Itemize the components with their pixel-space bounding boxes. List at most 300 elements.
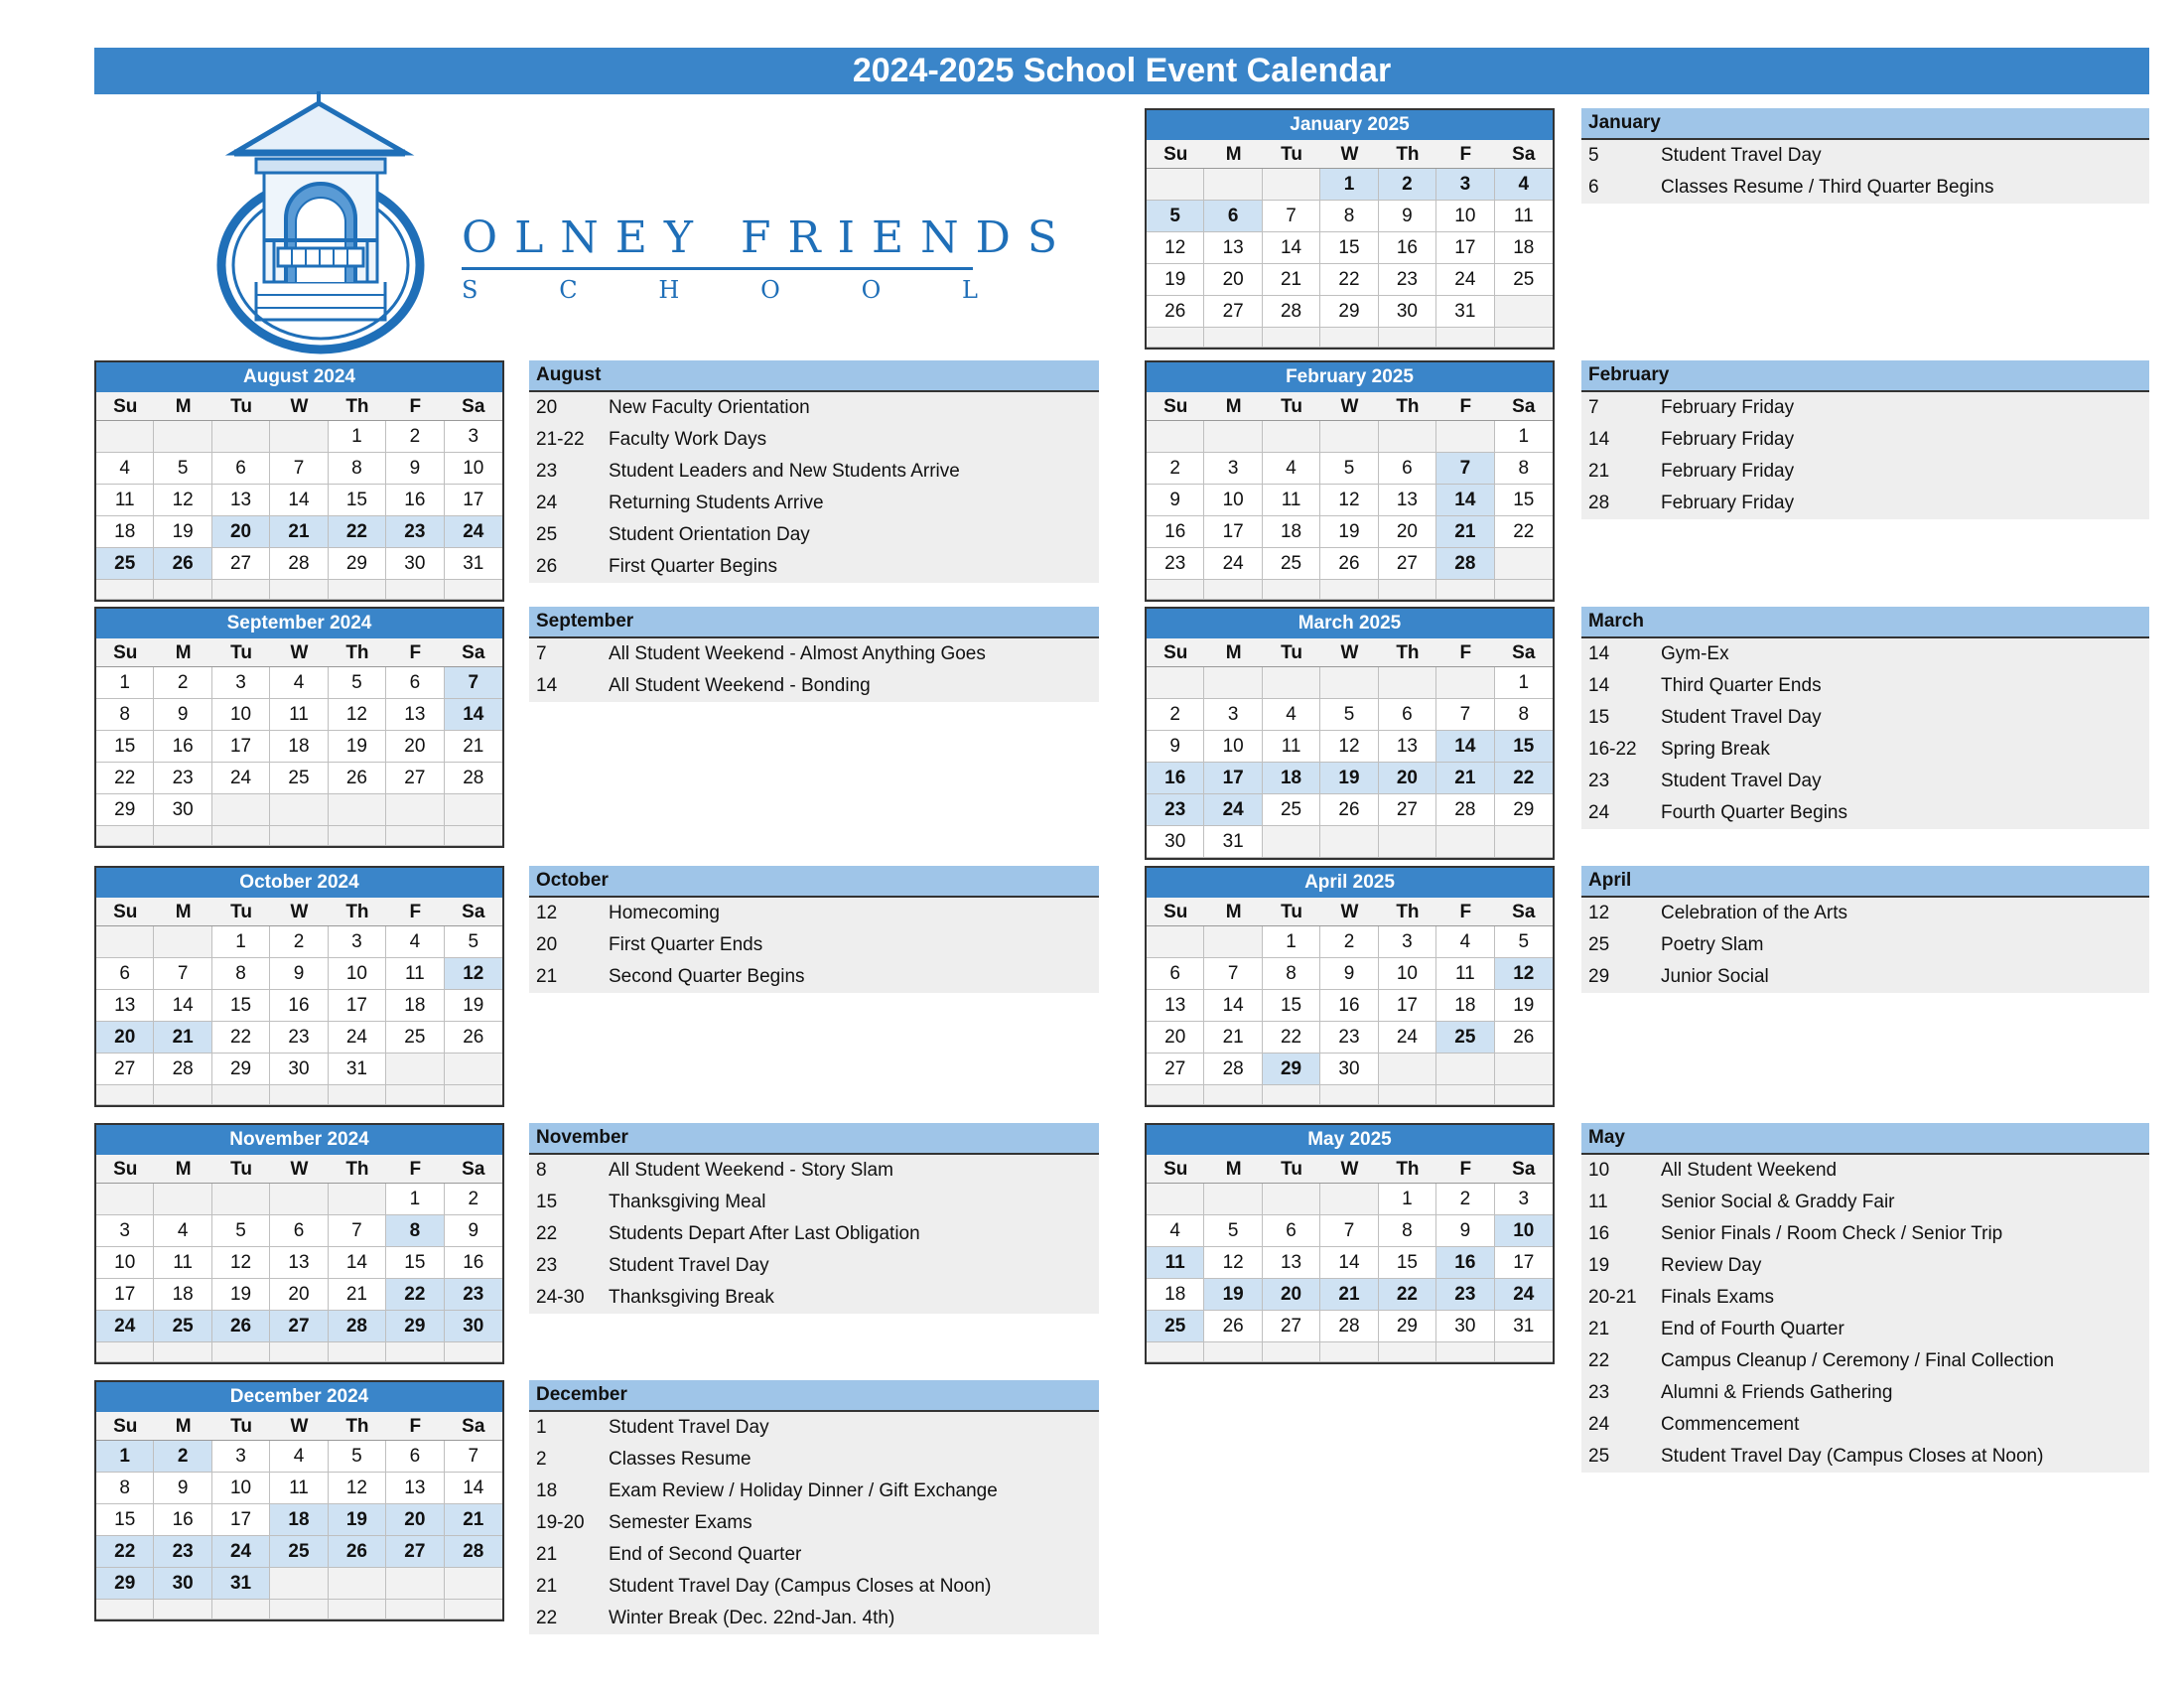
event-row xyxy=(1581,140,2149,172)
school-name-line2 xyxy=(462,276,978,304)
day-header: W xyxy=(1340,642,1359,663)
event-name: Faculty Work Days xyxy=(609,429,767,450)
calendar-day: 18 xyxy=(270,731,328,763)
calendar-day-headers xyxy=(1147,638,1553,667)
calendar-day: 7 xyxy=(445,667,502,699)
calendar-day: 9 xyxy=(270,958,328,990)
calendar-day: 5 xyxy=(154,453,211,485)
day-header: W xyxy=(290,396,309,417)
events-feb xyxy=(1581,360,2149,519)
calendar-day-empty xyxy=(96,826,154,846)
calendar-week xyxy=(1147,1054,1553,1085)
day-header: Th xyxy=(345,642,369,663)
calendar-day: 25 xyxy=(96,548,154,580)
calendar-day: 31 xyxy=(1495,1311,1553,1342)
event-row xyxy=(1581,172,2149,204)
event-name: Campus Cleanup / Ceremony / Final Collection xyxy=(1661,1350,2055,1371)
calendar-week xyxy=(96,667,502,699)
calendar-day-empty xyxy=(1320,580,1378,600)
calendar-day: 12 xyxy=(329,699,386,731)
calendar-day: 24 xyxy=(445,516,502,548)
calendar-day: 4 xyxy=(96,453,154,485)
calendar-week xyxy=(96,1311,502,1342)
calendar-day-headers xyxy=(1147,140,1553,169)
calendar-day: 10 xyxy=(445,453,502,485)
calendar-day-empty xyxy=(1263,328,1320,348)
calendar-day-empty xyxy=(329,1342,386,1362)
calendar-apr-2025 xyxy=(1145,866,1555,1107)
calendar-day: 7 xyxy=(1320,1215,1378,1247)
event-date: 22 xyxy=(536,1608,558,1628)
calendar-day xyxy=(1379,421,1436,453)
calendar-day: 6 xyxy=(1379,699,1436,731)
calendar-day: 7 xyxy=(445,1441,502,1473)
calendar-day: 5 xyxy=(329,667,386,699)
calendar-day: 28 xyxy=(1263,296,1320,328)
calendar-day: 21 xyxy=(154,1022,211,1054)
event-date: 21 xyxy=(536,966,558,987)
event-name: Semester Exams xyxy=(609,1512,752,1533)
calendar-day: 22 xyxy=(96,1536,154,1568)
calendar-day: 7 xyxy=(1436,453,1494,485)
calendar-day: 25 xyxy=(1495,264,1553,296)
calendar-day: 20 xyxy=(386,1504,444,1536)
event-name: New Faculty Orientation xyxy=(609,397,810,418)
calendar-day-empty xyxy=(1436,328,1494,348)
day-header: Tu xyxy=(230,902,252,922)
calendar-day: 6 xyxy=(96,958,154,990)
calendar-day: 16 xyxy=(1436,1247,1494,1279)
day-header: W xyxy=(1340,144,1359,165)
calendar-day: 1 xyxy=(212,926,270,958)
school-logo-icon xyxy=(216,91,435,354)
calendar-day: 19 xyxy=(329,731,386,763)
event-row xyxy=(529,1250,1099,1282)
calendar-day xyxy=(1379,826,1436,858)
calendar-day: 30 xyxy=(154,794,211,826)
event-row xyxy=(1581,1187,2149,1218)
event-list-title: August xyxy=(529,360,1099,392)
event-row xyxy=(529,1412,1099,1444)
day-header: M xyxy=(1225,144,1242,165)
calendar-day: 13 xyxy=(386,1473,444,1504)
calendar-week xyxy=(96,1279,502,1311)
event-row xyxy=(1581,1250,2149,1282)
calendar-day: 4 xyxy=(154,1215,211,1247)
calendar-day: 23 xyxy=(1379,264,1436,296)
event-name: Classes Resume xyxy=(609,1449,751,1470)
day-header: W xyxy=(290,642,309,663)
event-row xyxy=(1581,638,2149,670)
day-header: Tu xyxy=(1281,902,1302,922)
calendar-day: 19 xyxy=(1495,990,1553,1022)
event-name: All Student Weekend - Bonding xyxy=(609,675,871,696)
calendar-day: 27 xyxy=(212,548,270,580)
calendar-filler-row xyxy=(1147,1085,1553,1105)
calendar-day: 13 xyxy=(1263,1247,1320,1279)
calendar-week xyxy=(96,1568,502,1600)
event-row xyxy=(529,898,1099,929)
calendar-day: 11 xyxy=(1263,485,1320,516)
event-row xyxy=(529,670,1099,702)
day-header: Tu xyxy=(230,1416,252,1437)
calendar-day: 24 xyxy=(1379,1022,1436,1054)
calendar-day: 26 xyxy=(212,1311,270,1342)
calendar-day: 29 xyxy=(1320,296,1378,328)
event-name: All Student Weekend xyxy=(1661,1160,1838,1181)
day-header: W xyxy=(1340,902,1359,922)
calendar-day: 17 xyxy=(329,990,386,1022)
calendar-day: 17 xyxy=(1204,763,1262,794)
calendar-day: 17 xyxy=(1495,1247,1553,1279)
calendar-day: 5 xyxy=(212,1215,270,1247)
calendar-day: 4 xyxy=(1436,926,1494,958)
events-sep xyxy=(529,607,1099,702)
calendar-day xyxy=(1436,1054,1494,1085)
calendar-day: 19 xyxy=(1204,1279,1262,1311)
calendar-day: 6 xyxy=(1379,453,1436,485)
event-name: Gym-Ex xyxy=(1661,643,1729,664)
calendar-day: 4 xyxy=(1263,453,1320,485)
calendar-day: 10 xyxy=(1436,201,1494,232)
calendar-day-empty xyxy=(1436,580,1494,600)
calendar-week xyxy=(1147,1279,1553,1311)
event-list-title: October xyxy=(529,866,1099,898)
calendar-day: 26 xyxy=(1147,296,1204,328)
day-header: Th xyxy=(345,902,369,922)
day-header: Th xyxy=(1396,396,1420,417)
calendar-filler-row xyxy=(1147,1342,1553,1362)
calendar-day: 14 xyxy=(1436,485,1494,516)
event-date: 1 xyxy=(536,1417,547,1438)
calendar-day: 16 xyxy=(154,1504,211,1536)
day-header: W xyxy=(290,902,309,922)
calendar-day-empty xyxy=(1320,328,1378,348)
calendar-week xyxy=(1147,1215,1553,1247)
calendar-day: 5 xyxy=(329,1441,386,1473)
calendar-day: 9 xyxy=(1379,201,1436,232)
event-list-title: November xyxy=(529,1123,1099,1155)
calendar-day xyxy=(1147,667,1204,699)
event-date: 21-22 xyxy=(536,429,585,450)
calendar-title: September 2024 xyxy=(96,609,502,638)
calendar-day: 30 xyxy=(445,1311,502,1342)
calendar-day: 15 xyxy=(1320,232,1378,264)
calendar-day: 12 xyxy=(329,1473,386,1504)
calendar-day-empty xyxy=(270,1342,328,1362)
event-name: Commencement xyxy=(1661,1414,1800,1435)
calendar-day: 18 xyxy=(1263,763,1320,794)
event-date: 23 xyxy=(1588,771,1610,791)
calendar-week xyxy=(96,763,502,794)
calendar-day: 10 xyxy=(1204,485,1262,516)
calendar-day xyxy=(1495,548,1553,580)
event-row xyxy=(1581,766,2149,797)
calendar-day: 28 xyxy=(445,763,502,794)
event-row xyxy=(1581,392,2149,424)
calendar-day: 10 xyxy=(212,699,270,731)
event-date: 14 xyxy=(1588,675,1610,696)
calendar-title: February 2025 xyxy=(1147,362,1553,392)
event-date: 24 xyxy=(1588,1414,1610,1435)
calendar-day: 15 xyxy=(329,485,386,516)
event-date: 23 xyxy=(1588,1382,1610,1403)
calendar-day: 3 xyxy=(96,1215,154,1247)
calendar-day: 5 xyxy=(1320,699,1378,731)
calendar-week xyxy=(1147,264,1553,296)
calendar-day: 9 xyxy=(154,699,211,731)
event-date: 25 xyxy=(536,524,558,545)
calendar-day: 22 xyxy=(329,516,386,548)
calendar-day: 4 xyxy=(1495,169,1553,201)
calendar-week xyxy=(96,1022,502,1054)
event-name: Review Day xyxy=(1661,1255,1762,1276)
event-name: Second Quarter Begins xyxy=(609,966,805,987)
event-date: 14 xyxy=(1588,643,1610,664)
calendar-day: 6 xyxy=(1147,958,1204,990)
calendar-title: May 2025 xyxy=(1147,1125,1553,1155)
calendar-day: 2 xyxy=(154,667,211,699)
calendar-week xyxy=(1147,421,1553,453)
calendar-day: 5 xyxy=(1204,1215,1262,1247)
event-row xyxy=(1581,1155,2149,1187)
day-header: F xyxy=(1459,642,1472,663)
calendar-day: 8 xyxy=(386,1215,444,1247)
calendar-week xyxy=(96,453,502,485)
events-nov xyxy=(529,1123,1099,1314)
calendar-day: 14 xyxy=(270,485,328,516)
calendar-day: 28 xyxy=(270,548,328,580)
calendar-day: 16 xyxy=(1147,516,1204,548)
calendar-day: 13 xyxy=(212,485,270,516)
calendar-day: 27 xyxy=(96,1054,154,1085)
calendar-day-empty xyxy=(1147,328,1204,348)
calendar-week xyxy=(96,1473,502,1504)
day-header: Sa xyxy=(462,1416,485,1437)
event-row xyxy=(1581,734,2149,766)
event-name: Student Travel Day xyxy=(609,1255,769,1276)
calendar-day: 26 xyxy=(445,1022,502,1054)
calendar-day: 9 xyxy=(386,453,444,485)
calendar-day xyxy=(329,794,386,826)
calendar-day-empty xyxy=(445,1342,502,1362)
day-header: Sa xyxy=(462,902,485,922)
school-letter: C xyxy=(559,276,578,304)
calendar-day: 12 xyxy=(1320,485,1378,516)
calendar-day: 27 xyxy=(386,763,444,794)
event-date: 25 xyxy=(1588,934,1610,955)
calendar-day: 24 xyxy=(212,1536,270,1568)
calendar-day-empty xyxy=(212,1085,270,1105)
calendar-title: August 2024 xyxy=(96,362,502,392)
calendar-day: 17 xyxy=(445,485,502,516)
calendar-week xyxy=(96,1441,502,1473)
calendar-day: 12 xyxy=(1147,232,1204,264)
calendar-day: 22 xyxy=(1379,1279,1436,1311)
event-date: 23 xyxy=(536,1255,558,1276)
calendar-day-empty xyxy=(1379,580,1436,600)
calendar-day: 9 xyxy=(1147,731,1204,763)
event-row xyxy=(1581,456,2149,488)
calendar-day: 28 xyxy=(445,1536,502,1568)
calendar-day: 22 xyxy=(96,763,154,794)
calendar-day: 18 xyxy=(1147,1279,1204,1311)
event-row xyxy=(1581,1218,2149,1250)
event-date: 14 xyxy=(536,675,558,696)
event-name: End of Fourth Quarter xyxy=(1661,1319,1844,1339)
school-letter: H xyxy=(658,276,680,304)
day-header: Su xyxy=(113,1159,138,1180)
calendar-day: 12 xyxy=(445,958,502,990)
calendar-day-empty xyxy=(329,580,386,600)
event-row xyxy=(529,638,1099,670)
event-row xyxy=(1581,702,2149,734)
event-name: Junior Social xyxy=(1661,966,1769,987)
calendar-day: 10 xyxy=(96,1247,154,1279)
calendar-day: 3 xyxy=(1204,699,1262,731)
calendar-day-headers xyxy=(96,1155,502,1184)
calendar-day-empty xyxy=(1263,1085,1320,1105)
calendar-week xyxy=(96,1184,502,1215)
day-header: Th xyxy=(1396,642,1420,663)
event-date: 21 xyxy=(1588,1319,1610,1339)
day-header: F xyxy=(409,642,422,663)
event-row xyxy=(529,1507,1099,1539)
event-list-title: January xyxy=(1581,108,2149,140)
calendar-week xyxy=(1147,232,1553,264)
calendar-day-headers xyxy=(1147,392,1553,421)
event-date: 24 xyxy=(536,492,558,513)
day-header: Su xyxy=(113,902,138,922)
calendar-day: 18 xyxy=(96,516,154,548)
calendar-day: 25 xyxy=(1147,1311,1204,1342)
calendar-day: 8 xyxy=(212,958,270,990)
calendar-day: 22 xyxy=(1263,1022,1320,1054)
calendar-day: 16 xyxy=(445,1247,502,1279)
calendar-day-empty xyxy=(154,1085,211,1105)
calendar-day-empty xyxy=(386,1085,444,1105)
calendar-day: 16 xyxy=(154,731,211,763)
calendar-oct-2024 xyxy=(94,866,504,1107)
calendar-day: 4 xyxy=(270,1441,328,1473)
calendar-week xyxy=(96,794,502,826)
event-date: 26 xyxy=(536,556,558,577)
calendar-day-empty xyxy=(270,580,328,600)
calendar-day: 14 xyxy=(445,1473,502,1504)
calendar-day: 21 xyxy=(445,1504,502,1536)
calendar-day-headers xyxy=(96,392,502,421)
calendar-day: 2 xyxy=(1147,699,1204,731)
calendar-day xyxy=(1263,421,1320,453)
calendar-day: 31 xyxy=(445,548,502,580)
calendar-day-empty xyxy=(1495,328,1553,348)
event-name: Students Depart After Last Obligation xyxy=(609,1223,920,1244)
calendar-day: 14 xyxy=(154,990,211,1022)
day-header: M xyxy=(1225,1159,1242,1180)
calendar-day: 29 xyxy=(212,1054,270,1085)
event-name: Celebration of the Arts xyxy=(1661,903,1847,923)
event-date: 21 xyxy=(536,1544,558,1565)
event-name: Spring Break xyxy=(1661,739,1770,760)
school-name-rule xyxy=(462,267,973,270)
calendar-dec-2024 xyxy=(94,1380,504,1621)
calendar-day: 29 xyxy=(96,794,154,826)
calendar-day: 3 xyxy=(1436,169,1494,201)
event-date: 15 xyxy=(536,1192,558,1212)
event-list-title: March xyxy=(1581,607,2149,638)
calendar-week xyxy=(1147,169,1553,201)
event-row xyxy=(529,456,1099,488)
calendar-day xyxy=(270,421,328,453)
event-date: 21 xyxy=(1588,461,1610,482)
day-header: F xyxy=(409,1416,422,1437)
event-name: Senior Finals / Room Check / Senior Trip xyxy=(1661,1223,2003,1244)
event-name: Student Travel Day (Campus Closes at Noon) xyxy=(609,1576,992,1597)
event-row xyxy=(529,1539,1099,1571)
day-header: Su xyxy=(113,642,138,663)
calendar-day: 24 xyxy=(96,1311,154,1342)
calendar-day: 5 xyxy=(445,926,502,958)
event-date: 16-22 xyxy=(1588,739,1637,760)
calendar-day-empty xyxy=(96,1342,154,1362)
calendar-day: 11 xyxy=(1495,201,1553,232)
events-apr xyxy=(1581,866,2149,993)
day-header: F xyxy=(1459,396,1472,417)
calendar-day-empty xyxy=(1379,1342,1436,1362)
calendar-day-empty xyxy=(96,1600,154,1619)
day-header: Su xyxy=(1163,902,1188,922)
event-date: 22 xyxy=(1588,1350,1610,1371)
calendar-day: 19 xyxy=(1320,763,1378,794)
event-row xyxy=(1581,929,2149,961)
calendar-day: 19 xyxy=(329,1504,386,1536)
day-header: W xyxy=(290,1159,309,1180)
calendar-day: 19 xyxy=(445,990,502,1022)
calendar-day xyxy=(1320,421,1378,453)
event-row xyxy=(529,1282,1099,1314)
calendar-day-empty xyxy=(96,1085,154,1105)
day-header: Th xyxy=(345,1416,369,1437)
calendar-day: 8 xyxy=(1379,1215,1436,1247)
calendar-day: 23 xyxy=(445,1279,502,1311)
calendar-filler-row xyxy=(96,826,502,846)
calendar-day: 10 xyxy=(212,1473,270,1504)
calendar-day: 26 xyxy=(1320,548,1378,580)
calendar-week xyxy=(1147,201,1553,232)
calendar-day: 2 xyxy=(1379,169,1436,201)
calendar-day: 23 xyxy=(1147,794,1204,826)
calendar-day: 31 xyxy=(1436,296,1494,328)
school-letter: O xyxy=(861,276,882,304)
calendar-day: 16 xyxy=(1320,990,1378,1022)
events-mar xyxy=(1581,607,2149,829)
calendar-day xyxy=(96,926,154,958)
calendar-day: 4 xyxy=(1263,699,1320,731)
event-name: Homecoming xyxy=(609,903,720,923)
event-row xyxy=(529,961,1099,993)
calendar-day: 14 xyxy=(329,1247,386,1279)
calendar-week xyxy=(1147,763,1553,794)
event-date: 12 xyxy=(1588,903,1610,923)
event-name: Returning Students Arrive xyxy=(609,492,824,513)
calendar-day: 15 xyxy=(386,1247,444,1279)
calendar-day: 22 xyxy=(386,1279,444,1311)
calendar-day: 25 xyxy=(1263,794,1320,826)
calendar-day: 18 xyxy=(154,1279,211,1311)
event-name: Student Travel Day xyxy=(1661,771,1822,791)
calendar-title: January 2025 xyxy=(1147,110,1553,140)
calendar-day: 18 xyxy=(386,990,444,1022)
